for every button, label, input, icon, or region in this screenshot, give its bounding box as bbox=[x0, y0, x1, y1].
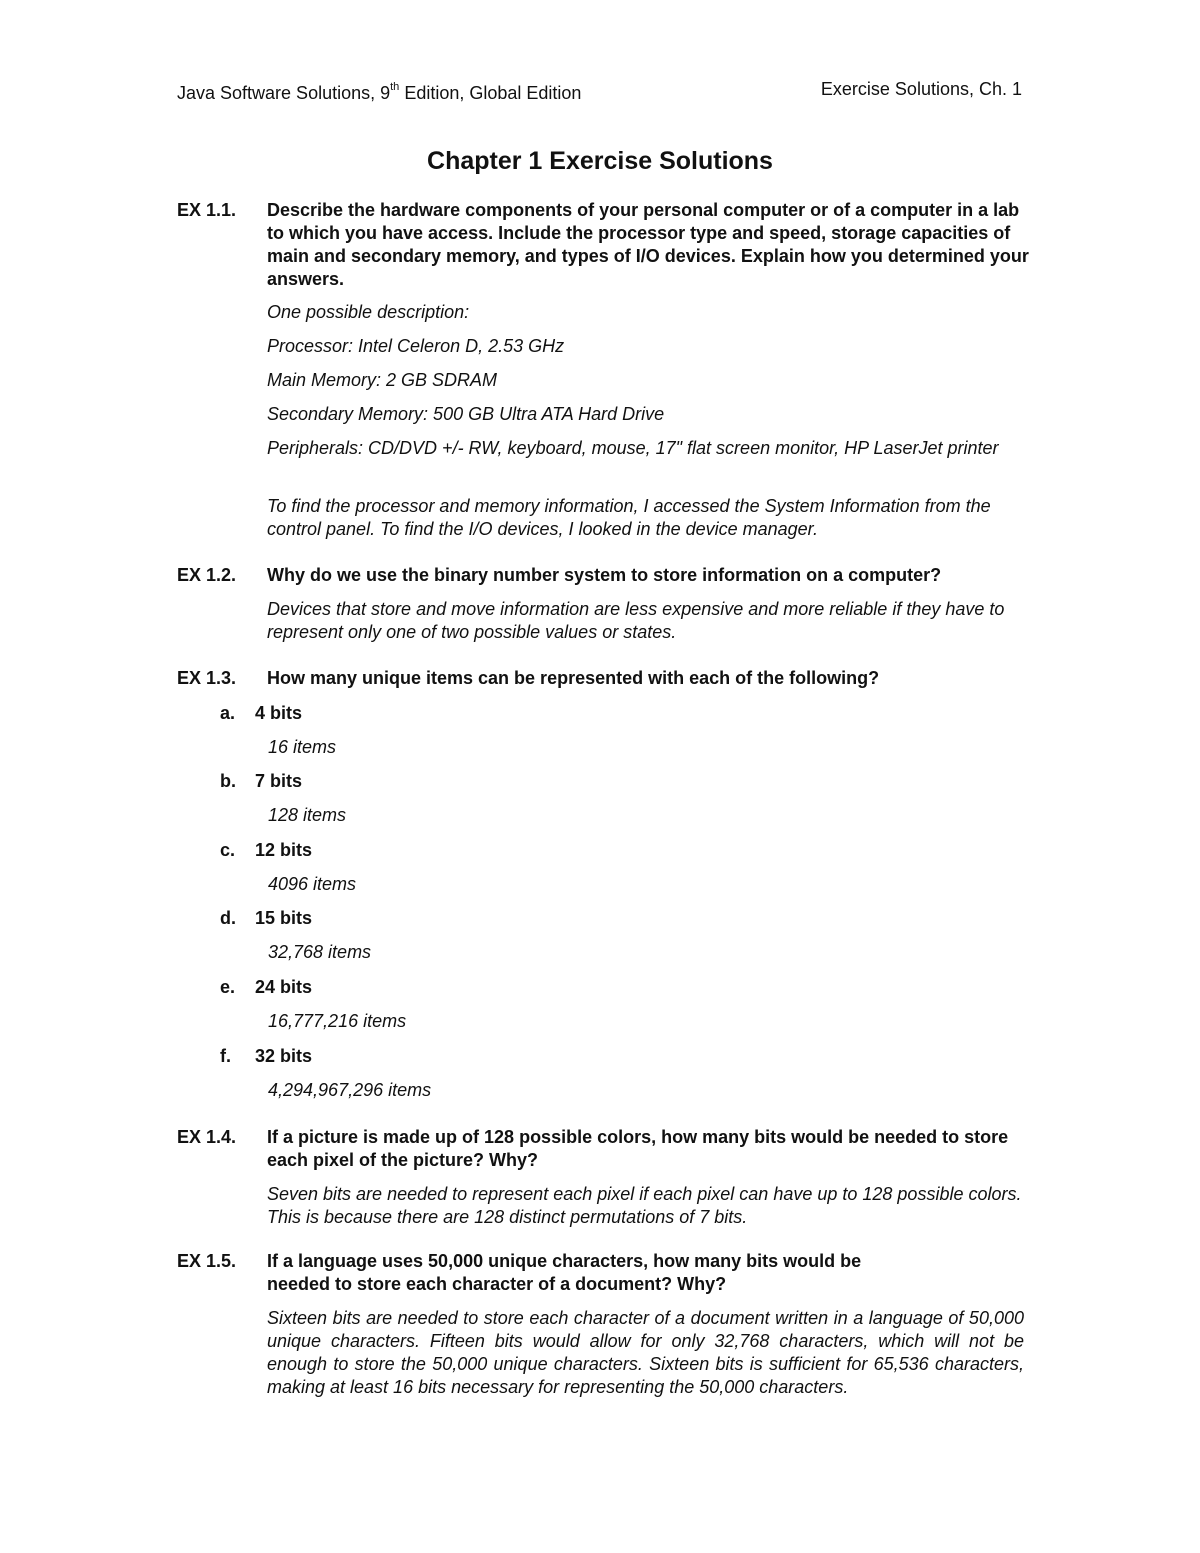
exercise-question bbox=[267, 1250, 1037, 1296]
exercise-label: EX 1.1. bbox=[177, 200, 237, 220]
exercise-question: How many unique items can be represented with each of the following? bbox=[267, 668, 880, 688]
answer-text: Seven bits are needed to represent each pixel if each pixel can have up to 128 possible colors. This is because there are 128 distinct permutations of 7 bits. bbox=[267, 1184, 1022, 1227]
header-left-pre: Java Software Solutions, 9 bbox=[177, 83, 391, 103]
exercise-question-line: If a language uses 50,000 unique characters, how many bits would be bbox=[267, 1251, 862, 1271]
running-header-left bbox=[177, 78, 581, 104]
answer-line: Processor: Intel Celeron D, 2.53 GHz bbox=[267, 336, 565, 356]
exercise-label: EX 1.2. bbox=[177, 565, 237, 585]
subitem-answer: 16 items bbox=[268, 737, 337, 757]
answer-text: Devices that store and move information are less expensive and more reliable if they have to represent only one of two possible values or states. bbox=[267, 599, 1005, 642]
subitem-answer: 16,777,216 items bbox=[268, 1011, 407, 1031]
answer-line: To find the processor and memory information, I accessed the System Information from the control panel. To find the I/O devices, I looked in the device manager. bbox=[267, 496, 991, 539]
exercise-question-line: needed to store each character of a document? Why? bbox=[267, 1274, 727, 1294]
answer-line: Peripherals: CD/DVD +/- RW, keyboard, mouse, 17" flat screen monitor, HP LaserJet printer bbox=[267, 438, 999, 458]
subitem-letter: d. bbox=[220, 908, 236, 928]
answer-line: Main Memory: 2 GB SDRAM bbox=[267, 370, 498, 390]
subitem-question: 32 bits bbox=[255, 1046, 313, 1066]
exercise-question: Describe the hardware components of your personal computer or of a computer in a lab to which you have access. Include the processor type and speed, storage capacities of main and secondary memory, and types of I/O devices. Explain how you determined your answers. bbox=[267, 200, 1029, 289]
exercise-question: Why do we use the binary number system to store information on a computer? bbox=[267, 565, 942, 585]
answer-line: Secondary Memory: 500 GB Ultra ATA Hard Drive bbox=[267, 404, 665, 424]
exercise-label: EX 1.3. bbox=[177, 668, 237, 688]
subitem-answer: 32,768 items bbox=[268, 942, 372, 962]
answer-line: One possible description: bbox=[267, 302, 470, 322]
page-title: Chapter 1 Exercise Solutions bbox=[427, 147, 773, 175]
exercise-question: If a picture is made up of 128 possible colors, how many bits would be needed to store each pixel of the picture? Why? bbox=[267, 1127, 1009, 1170]
running-header-right: Exercise Solutions, Ch. 1 bbox=[820, 79, 1022, 99]
subitem-answer: 4096 items bbox=[268, 874, 357, 894]
subitem-question: 7 bits bbox=[255, 771, 303, 791]
header-left-sup: th bbox=[390, 81, 400, 93]
subitem-question: 15 bits bbox=[255, 908, 313, 928]
subitem-answer: 4,294,967,296 items bbox=[268, 1080, 432, 1100]
answer-text: Sixteen bits are needed to store each character of a document written in a language of 50,000 unique characters. Fifteen bits would allow for only 32,768 characters, which will not be enough to store the 50,000 unique characters. Sixteen bits is sufficient for 65,536 characters, making at least 16 bits necessary for representing the 50,000 characters. bbox=[267, 1308, 1024, 1397]
subitem-letter: e. bbox=[220, 977, 236, 997]
subitem-answer: 128 items bbox=[268, 805, 347, 825]
subitem-question: 24 bits bbox=[255, 977, 313, 997]
subitem-question: 12 bits bbox=[255, 840, 313, 860]
subitem-letter: c. bbox=[220, 840, 236, 860]
subitem-letter: a. bbox=[220, 703, 236, 723]
exercise-label: EX 1.4. bbox=[177, 1127, 237, 1147]
exercise-label: EX 1.5. bbox=[177, 1251, 237, 1271]
header-left-post: Edition, Global Edition bbox=[399, 83, 582, 103]
subitem-question: 4 bits bbox=[255, 703, 303, 723]
subitem-letter: f. bbox=[220, 1046, 231, 1066]
subitem-letter: b. bbox=[220, 771, 236, 791]
